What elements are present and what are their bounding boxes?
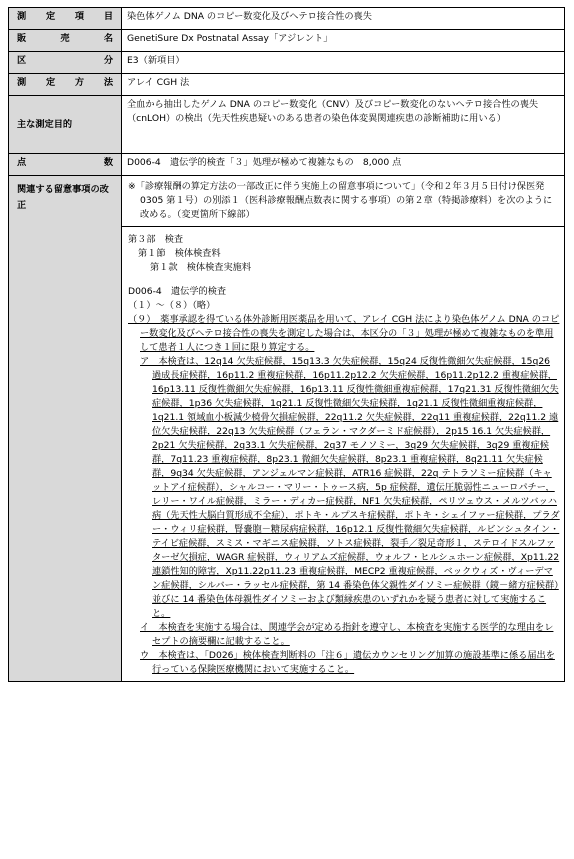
detail-section: 第１節 検体検査料 xyxy=(138,248,221,259)
detail-item-a: ア 本検査は、12q14 欠失症候群，15q13.3 欠失症候群，15q24 反復性微細欠失症候群，15q26 過成長症候群，16p11.2 重複症候群，16p11.2p12.2 欠失症候群，16p11.2p12.2 重複症候群，16p13.11 反復性微細欠失症候群，16p13.11 反復性微細重複症候群，17q21.31 反復性微細欠失症候群，1p36 欠失症候群，1q21.1 反復性微細欠失症候群，1q21.1 反復性微細重複症候群，1q21.1 領域血小板減少橈骨欠損症候群，22q11.2 欠失症候群，22q11 重複症候群，22q11.2 遠位欠失症候群，22q13 欠失症候群（フェラン・マクダーミド症候群），2p15 16.1 欠失症候群，2p21 欠失症候群，2q33.1 欠失症候群，2q37 モノソミー，3q29 欠失症候群，3q29 重複症候群，7q11.23 重複症候群，8p23.1 微細欠失症候群，8p23.1 重複症候群，8q21.11 欠失症候群，9q34 欠失症候群，アンジェルマン症候群，ATR16 症候群，22q テトラソミー症候群（キャットアイ症候群），シャルコー・マリー・トゥース病，5p 症候群，遺伝圧脆弱性ニューロパチー，レリー・ワイル症候群，ミラー・ディカー症候群，NF1 欠失症候群，ペリツェウス・メルツバッハ病（先天性大脳白質形成不全症），ポトキ・ルプスキ症候群，ポトキ・シェイファー症候群，プラダー・ウィリ症候群，腎嚢胞－糖尿病症候群，16p12.1 反復性微細欠失症候群，ルビンシュタイン・テイビ症候群，スミス・マギニス症候群，ソトス症候群，裂手／裂足奇形１，ステロイドスルファターゼ欠損症，WAGR 症候群，ウィリアムズ症候群，ウォルフ・ヒルシュホーン症候群，Xp11.22 連鎖性知的障害，Xp11.22p11.23 重複症候群，MECP2 重複症候群，ベックウィズ・ヴィーデマン症候群，シルバー・ラッセル症候群，第 14 番染色体父親性ダイソミー症候群（鏡－緒方症候群）並びに 14 番染色体母親性ダイソミーおよび類縁疾患のいずれかを疑う患者に対して実施すること。 xyxy=(140,356,560,619)
row-measurement-item xyxy=(9,8,565,30)
label-notes: 関連する留意事項の改正 xyxy=(9,176,122,682)
value-classification: E3（新項目） xyxy=(122,52,565,74)
label-method: 測 定 方 法 xyxy=(9,74,122,96)
detail-code: D006-4 遺伝学的検査 xyxy=(128,286,227,297)
row-points xyxy=(9,154,565,176)
detail-item-u: ウ 本検査は、「D026」検体検査判断料の「注６」遺伝カウンセリング加算の施設基準に係る届出を行っている保険医療機関において実施すること。 xyxy=(140,650,555,675)
row-purpose xyxy=(9,96,565,154)
row-classification xyxy=(9,52,565,74)
detail-subsection: 第１款 検体検査実施料 xyxy=(150,262,252,273)
value-purpose: 全血から抽出したゲノム DNA のコピー数変化（CNV）及びコピー数変化のないヘテロ接合性の喪失（cnLOH）の検出（先天性疾患疑いのある患者の染色体変異関連疾患の診断補助に用いる） xyxy=(122,96,565,154)
specification-table xyxy=(8,7,565,682)
value-measurement-item: 染色体ゲノム DNA のコピー数変化及びヘテロ接合性の喪失 xyxy=(122,8,565,30)
detail-part: 第３部 検査 xyxy=(128,234,184,245)
label-sales-name: 販 売 名 xyxy=(9,30,122,52)
row-notes xyxy=(9,176,565,227)
row-method xyxy=(9,74,565,96)
value-sales-name: GenetiSure Dx Postnatal Assay「アジレント」 xyxy=(122,30,565,52)
detail-item-i: イ 本検査を実施する場合は、関連学会が定める指針を遵守し、本検査を実施する医学的な理由をレセプトの摘要欄に記載すること。 xyxy=(140,622,554,647)
value-points: D006-4 遺伝学的検査「３」処理が極めて複雑なもの 8,000 点 xyxy=(122,154,565,176)
row-sales-name xyxy=(9,30,565,52)
notice-text: ※「診療報酬の算定方法の一部改正に伴う実施上の留意事項について」（令和２年３月５日付け保医発 0305 第１号）の別添１（医科診療報酬点数表に関する事項）の第２章（特掲診療料）を次のように改める。（変更箇所下線部） xyxy=(122,176,565,227)
label-measurement-item: 測 定 項 目 xyxy=(9,8,122,30)
label-purpose: 主な測定目的 xyxy=(9,96,122,154)
detail-cell xyxy=(122,227,565,682)
document-table-wrapper xyxy=(8,7,565,682)
detail-item-9: （９） 薬事承認を得ている体外診断用医薬品を用いて、アレイ CGH 法により染色体ゲノム DNA のコピー数変化及びヘテロ接合性の喪失を測定した場合は、本区分の「３」処理が極めて複雑なものを準用して患者１人につき１回に限り算定する。 xyxy=(128,314,560,353)
detail-range: （１）～（８）（略） xyxy=(128,300,216,311)
label-classification: 区 分 xyxy=(9,52,122,74)
value-method: アレイ CGH 法 xyxy=(122,74,565,96)
label-points: 点 数 xyxy=(9,154,122,176)
